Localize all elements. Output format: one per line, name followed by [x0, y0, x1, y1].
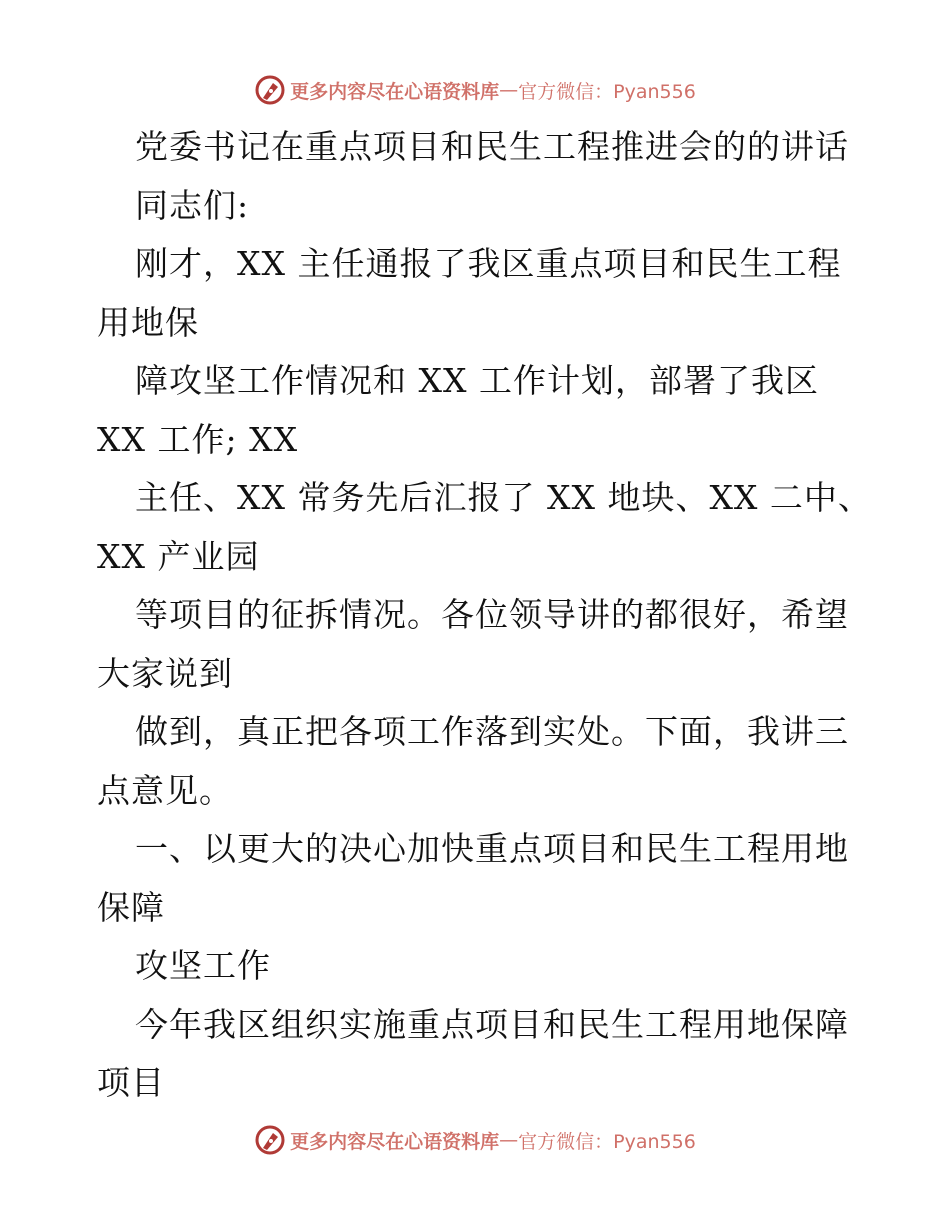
- paragraph-line: 主任、XX 常务先后汇报了 XX 地块、XX 二中、: [135, 478, 872, 517]
- banner-dash: —: [499, 79, 519, 101]
- document-body: [97, 118, 872, 1113]
- banner-dash: —: [499, 1129, 519, 1151]
- paragraph-line: XX 工作; XX: [97, 419, 299, 459]
- banner-site-text: 更多内容尽在心语资料库: [290, 80, 500, 103]
- banner-wechat-text: 官方微信：Pyan556: [518, 1130, 696, 1153]
- salutation: 同志们:: [135, 185, 250, 225]
- pen-nib-logo-icon: [254, 1124, 286, 1156]
- section-heading-line: 保障: [97, 887, 165, 927]
- paragraph-line: 障攻坚工作情况和 XX 工作计划，部署了我区: [135, 361, 819, 400]
- banner-site-text: 更多内容尽在心语资料库: [290, 1130, 500, 1153]
- paragraph-line: 大家说到: [97, 653, 233, 693]
- paragraph-line: 今年我区组织实施重点项目和民生工程用地保障: [135, 1004, 849, 1044]
- banner-wechat-text: 官方微信：Pyan556: [518, 80, 696, 103]
- paragraph-line: 项目: [97, 1063, 165, 1102]
- paragraph-line: 等项目的征拆情况。各位领导讲的都很好，希望: [135, 595, 849, 634]
- section-heading-line: 一、以更大的决心加快重点项目和民生工程用地: [135, 829, 849, 868]
- footer-watermark: [0, 1120, 950, 1160]
- pen-nib-logo-icon: [254, 74, 286, 106]
- paragraph-line: XX 产业园: [97, 536, 260, 576]
- paragraph-line: 用地保: [97, 302, 199, 342]
- paragraph-line: 做到，真正把各项工作落到实处。下面，我讲三: [135, 712, 849, 751]
- header-watermark: [0, 70, 950, 110]
- paragraph-line: 点意见。: [97, 770, 233, 810]
- document-title: 党委书记在重点项目和民生工程推进会的的讲话: [135, 127, 849, 166]
- paragraph-line: 刚才，XX 主任通报了我区重点项目和民生工程: [135, 244, 842, 283]
- section-heading-line: 攻坚工作: [135, 946, 271, 985]
